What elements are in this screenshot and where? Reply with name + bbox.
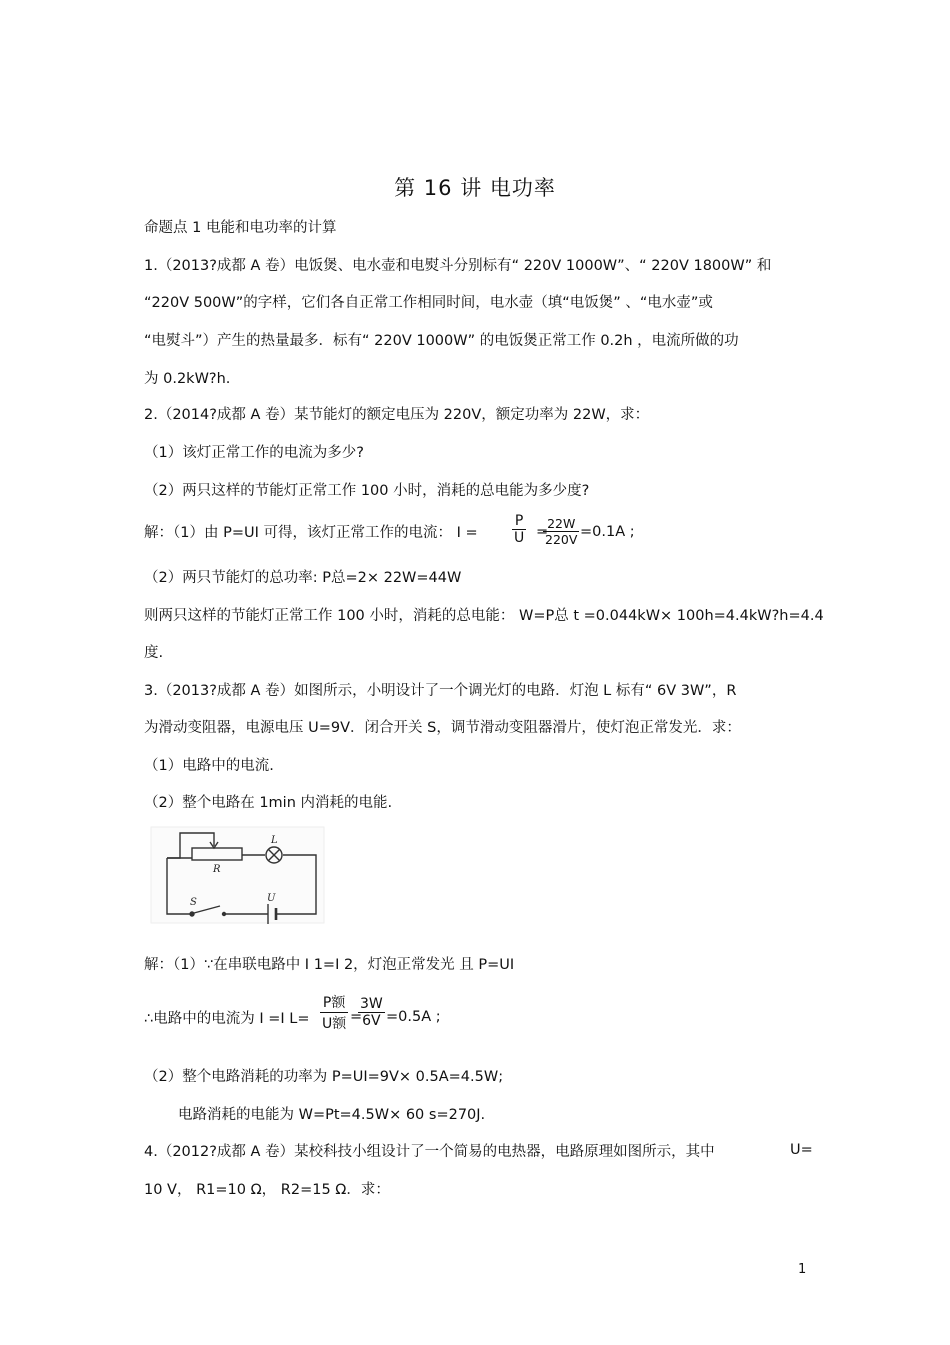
circuit-label-s: S	[190, 897, 197, 908]
q2-solution-1: 解：（1）由 P=UI 可得，该灯正常工作的电流： I =	[144, 525, 478, 541]
q3-current-result: =0.5A ;	[386, 1009, 441, 1025]
q4-line-1-right: U=	[790, 1142, 813, 1158]
fraction-denominator: U	[514, 530, 525, 546]
q2-solution-4: 度.	[144, 645, 164, 661]
q2-stem: 2.（2014?成都 A 卷）某节能灯的额定电压为 220V，额定功率为 22W，求：	[144, 407, 650, 423]
fraction-numerator: P额	[320, 992, 348, 1013]
q1-line-1: 1.（2013?成都 A 卷）电饭煲、电水壶和电熨斗分别标有“ 220V 1000W”、“ 220V 1800W” 和	[144, 258, 772, 274]
q3-solution-2: ∴电路中的电流为 I =I L=	[144, 1011, 310, 1027]
fraction-numerator: P	[512, 513, 526, 530]
equals-sign: =	[536, 524, 549, 540]
q3-solution-3: （2）整个电路消耗的功率为 P=UI=9V× 0.5A=4.5W;	[144, 1069, 504, 1085]
q3-solution-1: 解：（1）∵在串联电路中 I 1=I 2，灯泡正常发光 且 P=UI	[144, 957, 515, 973]
circuit-label-u: U	[267, 893, 276, 904]
q3-fraction-rated	[320, 992, 348, 1033]
q3-stem-1: 3.（2013?成都 A 卷）如图所示，小明设计了一个调光灯的电路．灯泡 L 标有“ 6V 3W”，R	[144, 683, 737, 699]
q1-line-4: 为 0.2kW?h.	[144, 371, 231, 387]
circuit-diagram	[150, 826, 325, 924]
q4-line-1: 4.（2012?成都 A 卷）某校科技小组设计了一个简易的电热器，电路原理如图所示，其中	[144, 1144, 715, 1160]
page-number: 1	[798, 1262, 807, 1277]
q2-fraction-values	[543, 516, 579, 547]
q3-solution-4: 电路消耗的电能为 W=Pt=4.5W× 60 s=270J.	[178, 1107, 486, 1123]
fraction-denominator: U额	[322, 1016, 347, 1032]
q3-fraction-values	[358, 996, 385, 1029]
fraction-denominator: 220V	[545, 532, 578, 547]
q3-stem-2: 为滑动变阻器，电源电压 U=9V．闭合开关 S，调节滑动变阻器滑片，使灯泡正常发光．求：	[144, 720, 741, 736]
equals-sign: =	[350, 1009, 363, 1025]
fraction-denominator: 6V	[362, 1013, 381, 1029]
q3-part-1: （1）电路中的电流.	[144, 758, 274, 774]
q2-current-result: =0.1A ;	[580, 524, 635, 540]
section-heading: 命题点 1 电能和电功率的计算	[144, 220, 337, 236]
q3-part-2: （2）整个电路在 1min 内消耗的电能.	[144, 795, 393, 811]
q2-fraction-p-over-u	[512, 513, 526, 546]
q1-line-2: “220V 500W”的字样，它们各自正常工作相同时间，电水壶（填“电饭煲” 、“电水壶”或	[144, 295, 713, 311]
page-title: 第 16 讲 电功率	[394, 176, 556, 200]
q4-line-2: 10 V， R1=10 Ω， R2=15 Ω．求：	[144, 1182, 390, 1198]
circuit-label-r: R	[213, 864, 221, 875]
q2-part-2: （2）两只这样的节能灯正常工作 100 小时，消耗的总电能为多少度?	[144, 483, 590, 499]
q2-solution-3: 则两只这样的节能灯正常工作 100 小时，消耗的总电能： W=P总 t =0.044kW× 100h=4.4kW?h=4.4	[144, 608, 824, 624]
q2-solution-2: （2）两只节能灯的总功率: P总=2× 22W=44W	[144, 570, 462, 586]
q1-line-3: “电熨斗”）产生的热量最多．标有“ 220V 1000W” 的电饭煲正常工作 0.2h ，电流所做的功	[144, 333, 739, 349]
circuit-label-l: L	[271, 835, 278, 846]
fraction-numerator: 22W	[543, 516, 579, 532]
q2-part-1: （1）该灯正常工作的电流为多少?	[144, 445, 364, 461]
fraction-numerator: 3W	[360, 996, 383, 1012]
